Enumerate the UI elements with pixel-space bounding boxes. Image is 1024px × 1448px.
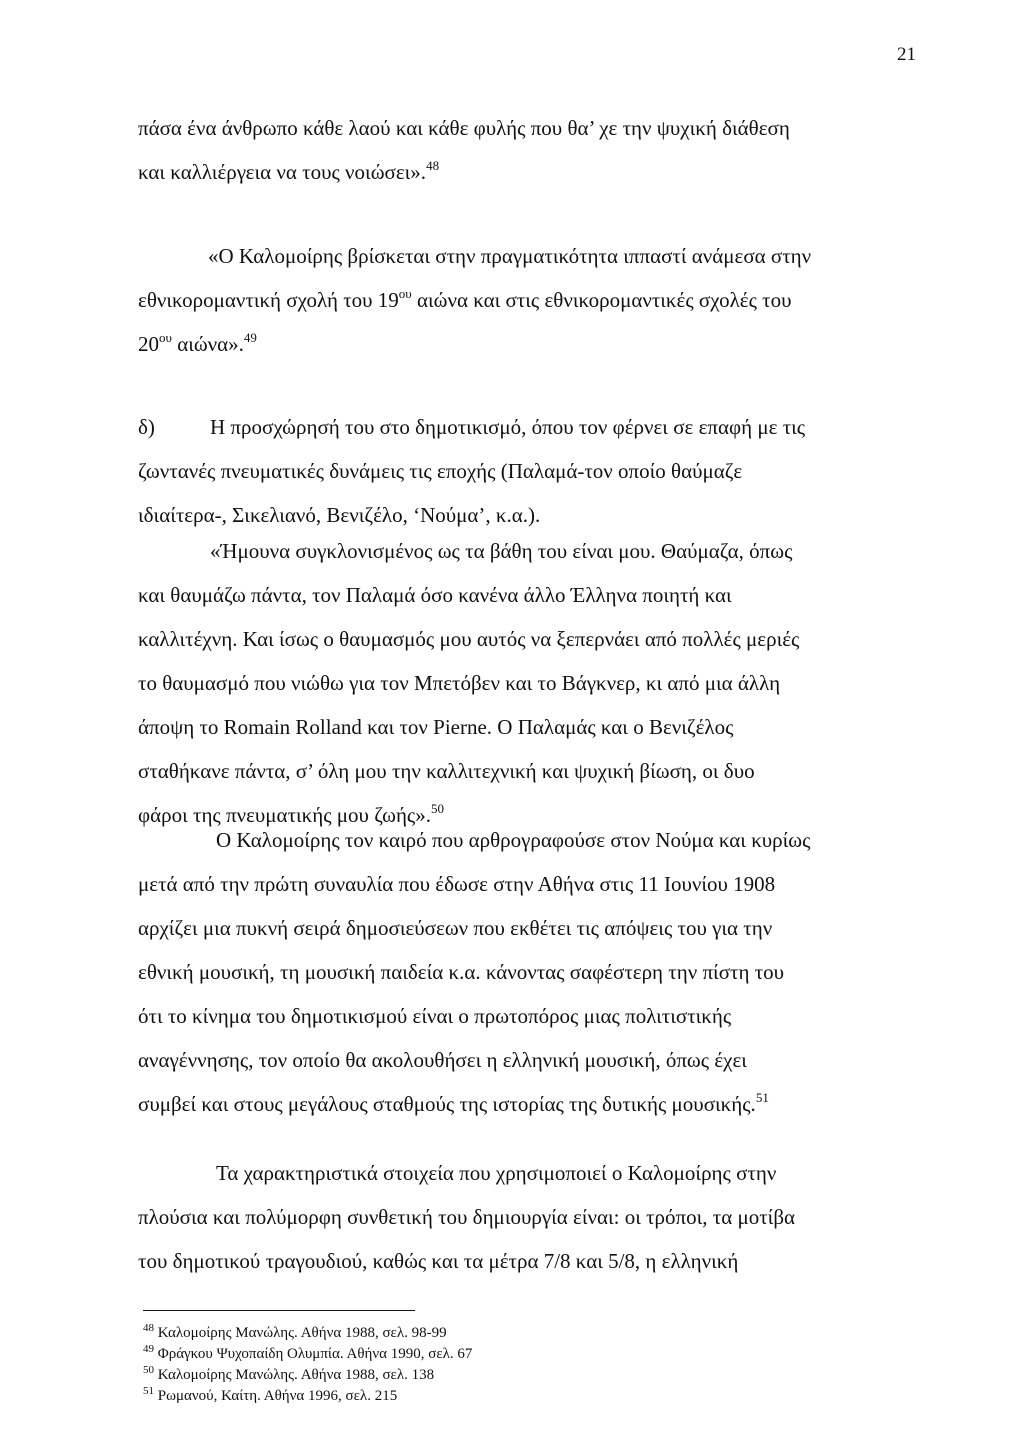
text-line: ότι το κίνημα του δημοτικισμού είναι ο πρωτοπόρος μιας πολιτιστικής <box>138 1004 732 1028</box>
text-line: του δημοτικού τραγουδιού, καθώς και τα μέτρα 7/8 και 5/8, η ελληνική <box>138 1249 739 1273</box>
text-line: «Ο Καλομοίρης βρίσκεται στην πραγματικότητα ιππαστί ανάμεσα στην <box>208 244 812 268</box>
text-line: καλλιτέχνη. Και ίσως ο θαυμασμός μου αυτός να ξεπερνάει από πολλές μεριές <box>138 627 800 651</box>
text-line: φάροι της πνευματικής μου ζωής».$^{50}$ <box>138 801 444 827</box>
text-line: και καλλιέργεια να τους νοιώσει».$^{48}$ <box>138 158 440 184</box>
footnote-separator <box>143 1310 415 1311</box>
text-line: ιδιαίτερα-, Σικελιανό, Βενιζέλο, ‘Νούμα’, κ.α.). <box>138 503 541 527</box>
text-line: άποψη το Romain Rolland και τον Pierne. Ο Παλαμάς και ο Βενιζέλος <box>138 715 734 739</box>
text-line: $20^{o\upsilon}$ αιώνα».$^{49}$ <box>138 330 257 356</box>
text-line: αναγέννησης, τον οποίο θα ακολουθήσει η ελληνική μουσική, όπως έχει <box>138 1048 747 1072</box>
text-line: και θαυμάζω πάντα, τον Παλαμά όσο κανένα άλλο Έλληνα ποιητή και <box>138 583 732 607</box>
text-line: πλούσια και πολύμορφη συνθετική του δημιουργία είναι: οι τρόποι, τα μοτίβα <box>138 1205 796 1229</box>
footnote-ref: 48 <box>426 158 440 173</box>
footnote-ref: 49 <box>243 330 257 345</box>
footnote: $^{51}$ Ρωμανού, Καίτη. Αθήνα 1996, σελ. 215 <box>143 1385 398 1404</box>
text-line: εθνικορομαντική σχολή του $19^{o\upsilon}$ αιώνα και στις εθνικορομαντικές σχολές του <box>138 286 792 312</box>
footnote: $^{50}$ Καλομοίρης Μανώλης. Αθήνα 1988, σελ. 138 <box>143 1364 435 1383</box>
footnote-ref: 51 <box>755 1090 769 1105</box>
text-line: το θαυμασμό που νιώθω για τον Μπετόβεν και το Βάγκνερ, κι από μια άλλη <box>138 671 781 695</box>
text-line: συμβεί και στους μεγάλους σταθμούς της ιστορίας της δυτικής μουσικής.$^{51}$ <box>138 1090 769 1116</box>
text-line: Ο Καλομοίρης τον καιρό που αρθρογραφούσε στον Νούμα και κυρίως <box>216 828 811 852</box>
text-line: πάσα ένα άνθρωπο κάθε λαού και κάθε φυλής που θα’ χε την ψυχική διάθεση <box>138 116 790 140</box>
text-line: σταθήκανε πάντα, σ’ όλη μου την καλλιτεχνική και ψυχική βίωση, οι δυο <box>138 759 755 783</box>
footnote: $^{49}$ Φράγκου Ψυχοπαίδη Ολυμπία. Αθήνα 1990, σελ. 67 <box>143 1343 473 1362</box>
text-line: ζωντανές πνευματικές δυνάμεις τις εποχής (Παλαμά-τον οποίο θαύμαζε <box>138 459 743 483</box>
text-line: Η προσχώρησή του στο δημοτικισμό, όπου τον φέρνει σε επαφή με τις <box>210 415 806 439</box>
text-line: εθνική μουσική, τη μουσική παιδεία κ.α. κάνοντας σαφέστερη την πίστη του <box>138 960 785 984</box>
text-line: αρχίζει μια πυκνή σειρά δημοσιεύσεων που εκθέτει τις απόψεις του για την <box>138 916 773 940</box>
page-number: 21 <box>897 44 916 65</box>
footnote: $^{48}$ Καλομοίρης Μανώλης. Αθήνα 1988, σελ. 98-99 <box>143 1322 447 1341</box>
list-marker: δ) <box>138 415 155 439</box>
text-line: μετά από την πρώτη συναυλία που έδωσε στην Αθήνα στις 11 Ιουνίου 1908 <box>138 872 776 896</box>
text-line: «Ήμουνα συγκλονισμένος ως τα βάθη του είναι μου. Θαύμαζα, όπως <box>210 539 793 563</box>
text-line: Τα χαρακτηριστικά στοιχεία που χρησιμοποιεί ο Καλομοίρης στην <box>216 1161 777 1185</box>
footnote-ref: 50 <box>431 801 444 816</box>
